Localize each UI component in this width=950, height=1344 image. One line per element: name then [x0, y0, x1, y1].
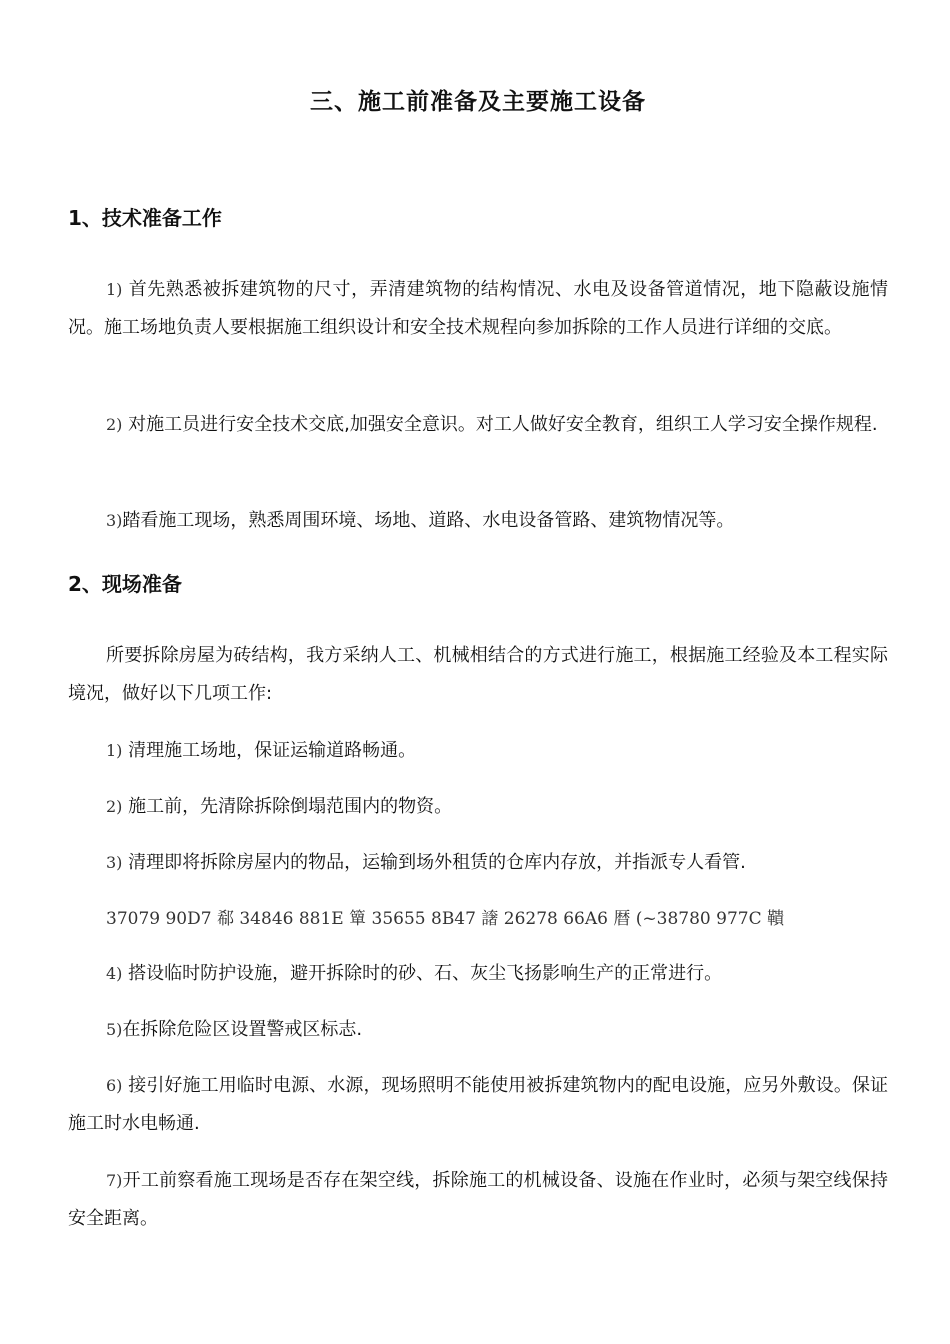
section-heading-site: 2、现场准备	[68, 572, 182, 596]
paragraph-site-6	[68, 1067, 888, 1143]
paragraph-text: 在拆除危险区设置警戒区标志.	[122, 1019, 363, 1040]
paragraph-tech-1	[68, 271, 888, 347]
paragraph-site-intro: 所要拆除房屋为砖结构，我方采纳人工、机械相结合的方式进行施工，根据施工经验及本工程实际境况，做好以下几项工作:	[68, 645, 888, 704]
paragraph-text: 搭设临时防护设施，避开拆除时的砂、石、灰尘飞扬影响生产的正常进行。	[128, 963, 723, 984]
paragraph-site-4	[68, 955, 888, 993]
garbled-text-line: 37079 90D7 郗 34846 881E 簞 35655 8B47 譇 26278 66A6 暦 (~38780 977C 鞼	[106, 909, 784, 929]
paragraph-text: 接引好施工用临时电源、水源，现场照明不能使用被拆建筑物内的配电设施，应另外敷设。保证施工时水电畅通.	[68, 1075, 888, 1134]
item-number: 2)	[106, 415, 123, 434]
paragraph-site-3	[68, 844, 888, 882]
section-heading-technical: 1、技术准备工作	[68, 206, 222, 230]
paragraph-text: 对施工员进行安全技术交底,加强安全意识。对工人做好安全教育，组织工人学习安全操作规程.	[128, 414, 878, 435]
paragraph-site-1	[68, 732, 888, 770]
paragraph-site-7	[68, 1162, 888, 1238]
paragraph-site-5	[68, 1011, 888, 1049]
page-title: 三、施工前准备及主要施工设备	[310, 89, 646, 115]
item-number: 3)	[106, 511, 123, 530]
item-number: 3)	[106, 853, 123, 872]
paragraph-text: 施工前，先清除拆除倒塌范围内的物资。	[128, 796, 453, 817]
paragraph-site-2	[68, 788, 888, 826]
item-number: 1)	[106, 741, 123, 760]
paragraph-text: 踏看施工现场，熟悉周围环境、场地、道路、水电设备管路、建筑物情况等。	[122, 510, 735, 531]
item-number: 7)	[106, 1171, 123, 1190]
item-number: 4)	[106, 964, 123, 983]
item-number: 2)	[106, 797, 123, 816]
paragraph-text: 清理施工场地，保证运输道路畅通。	[128, 740, 417, 761]
item-number: 5)	[106, 1020, 123, 1039]
paragraph-tech-3	[68, 502, 888, 540]
paragraph-text: 清理即将拆除房屋内的物品，运输到场外租赁的仓库内存放，并指派专人看管.	[128, 852, 746, 873]
item-number: 6)	[106, 1076, 123, 1095]
paragraph-tech-2	[68, 406, 888, 444]
paragraph-text: 开工前察看施工现场是否存在架空线，拆除施工的机械设备、设施在作业时，必须与架空线保持安全距离。	[68, 1170, 888, 1229]
item-number: 1)	[106, 280, 123, 299]
paragraph-text: 首先熟悉被拆建筑物的尺寸，弄清建筑物的结构情况、水电及设备管道情况，地下隐蔽设施情况。施工场地负责人要根据施工组织设计和安全技术规程向参加拆除的工作人员进行详细的交底。	[68, 279, 888, 338]
